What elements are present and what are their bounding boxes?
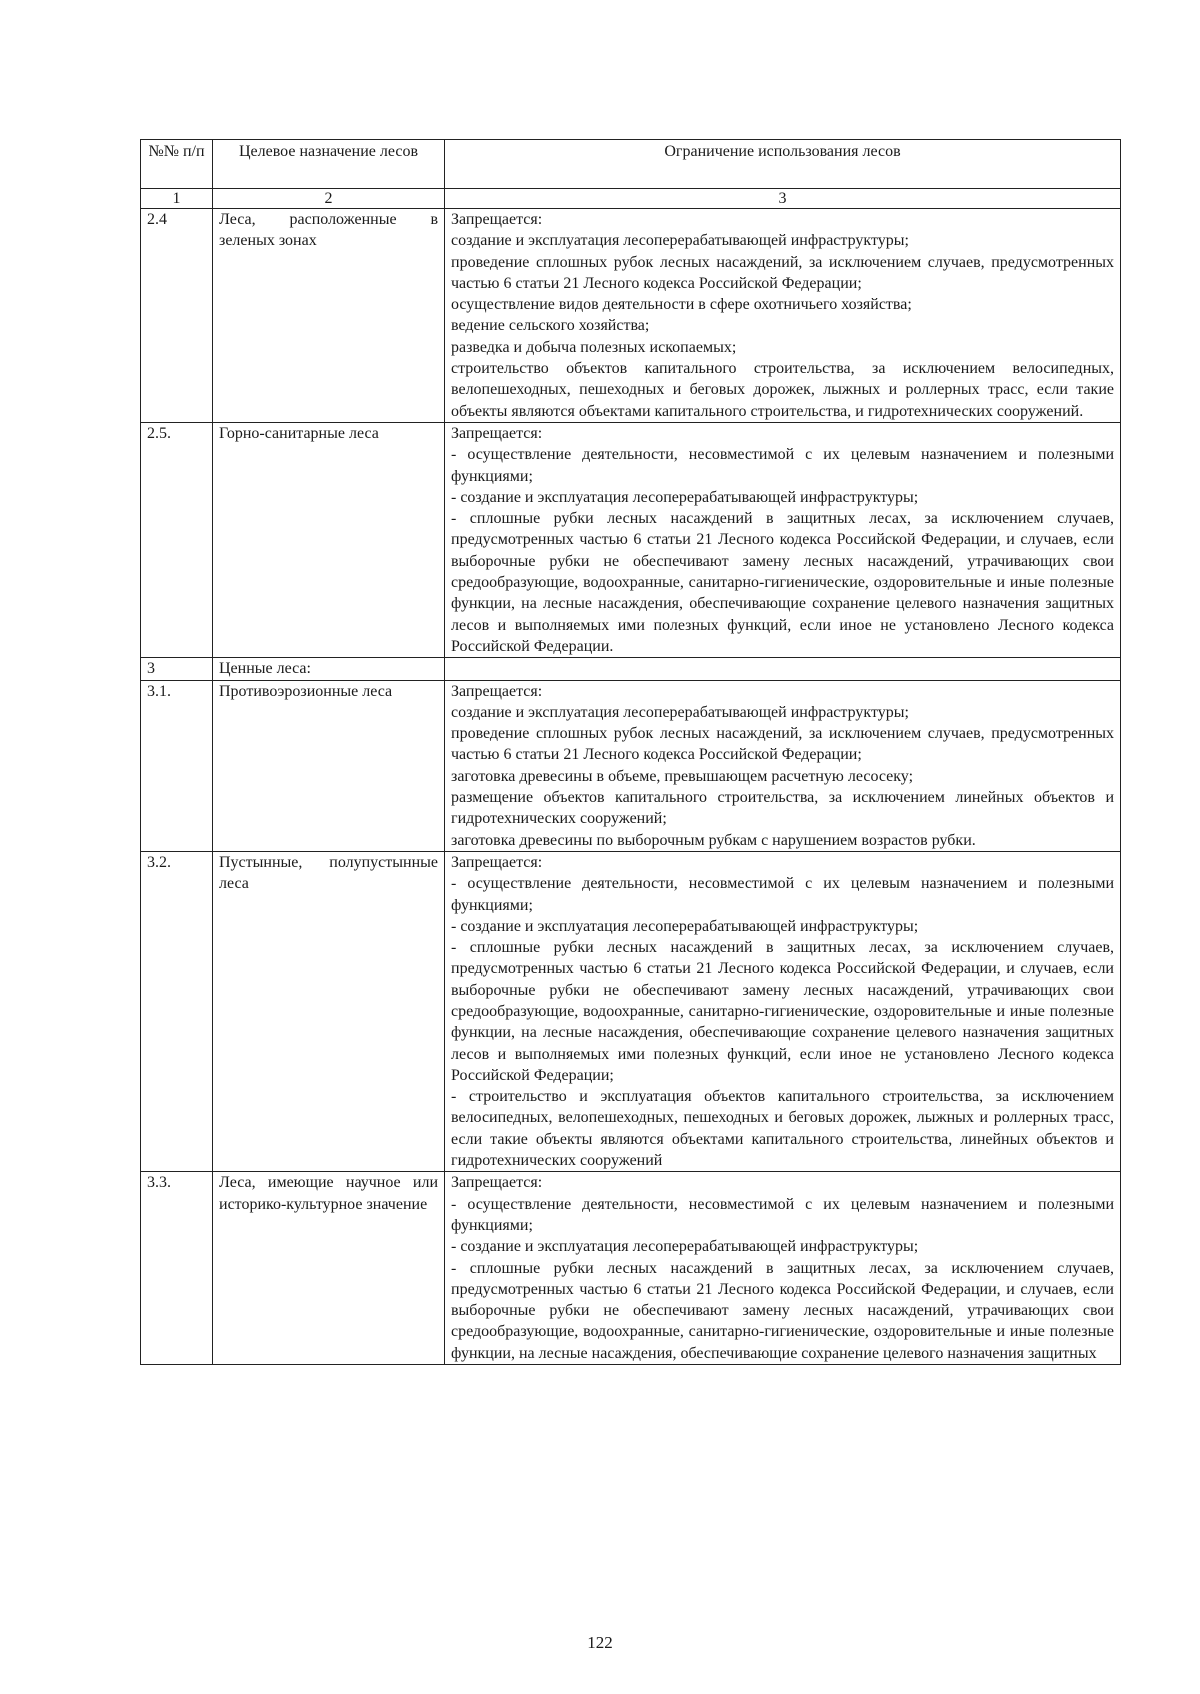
restriction-line: - сплошные рубки лесных насаждений в защитных лесах, за исключением случаев, предусмотренных частью 6 статьи 21 Лесного кодекса Российской Федерации, и случаев, если выборочные рубки не обеспечивают замену лесных насаждений, утрачивающих свои средообразующие, водоохранные, санитарно-гигиенические, оздоровительные и иные полезные функции, на лесные насаждения, обеспечивающие сохранение целевого назначения защитных лесов и выполняемых ими полезных функций, если иное не установлено Лесного кодекса Российской Федерации; bbox=[451, 939, 1114, 1084]
row-purpose: Пустынные, полупустынные леса bbox=[213, 851, 445, 1171]
restriction-line: - осуществление деятельности, несовместимой с их целевым назначением и полезными функциями; bbox=[451, 875, 1114, 914]
header-restriction: Ограничение использования лесов bbox=[445, 140, 1121, 189]
page-number: 122 bbox=[587, 1633, 613, 1652]
column-number: 3 bbox=[445, 189, 1121, 209]
table-row bbox=[141, 658, 1121, 680]
restriction-line: размещение объектов капитального строительства, за исключением линейных объектов и гидротехнических сооружений; bbox=[451, 789, 1114, 828]
header-purpose: Целевое назначение лесов bbox=[213, 140, 445, 189]
restriction-line: - сплошные рубки лесных насаждений в защитных лесах, за исключением случаев, предусмотренных частью 6 статьи 21 Лесного кодекса Российской Федерации, и случаев, если выборочные рубки не обеспечивают замену лесных насаждений, утрачивающих свои средообразующие, водоохранные, санитарно-гигиенические, оздоровительные и иные полезные функции, на лесные насаждения, обеспечивающие сохранение целевого назначения защитных лесов и выполняемых ими полезных функций, если иное не установлено Лесного кодекса Российской Федерации. bbox=[451, 510, 1114, 655]
restriction-line: - осуществление деятельности, несовместимой с их целевым назначением и полезными функциями; bbox=[451, 446, 1114, 485]
restriction-line: проведение сплошных рубок лесных насаждений, за исключением случаев, предусмотренных частью 6 статьи 21 Лесного кодекса Российской Федерации; bbox=[451, 725, 1114, 764]
column-number: 1 bbox=[141, 189, 213, 209]
table-row bbox=[141, 209, 1121, 423]
restriction-line: разведка и добыча полезных ископаемых; bbox=[451, 338, 737, 356]
restriction-line: - создание и эксплуатация лесоперерабатывающей инфраструктуры; bbox=[451, 1238, 919, 1256]
table-header-row bbox=[141, 140, 1121, 189]
forest-restrictions-table bbox=[140, 139, 1121, 1365]
restriction-line: Запрещается: bbox=[451, 1174, 543, 1192]
column-number: 2 bbox=[213, 189, 445, 209]
restriction-line: проведение сплошных рубок лесных насаждений, за исключением случаев, предусмотренных частью 6 статьи 21 Лесного кодекса Российской Федерации; bbox=[451, 253, 1114, 292]
row-restriction bbox=[445, 1172, 1121, 1365]
restriction-line: - сплошные рубки лесных насаждений в защитных лесах, за исключением случаев, предусмотренных частью 6 статьи 21 Лесного кодекса Российской Федерации, и случаев, если выборочные рубки не обеспечивают замену лесных насаждений, утрачивающих свои средообразующие, водоохранные, санитарно-гигиенические, оздоровительные и иные полезные функции, на лесные насаждения, обеспечивающие сохранение целевого назначения защитных bbox=[451, 1259, 1114, 1362]
restriction-line: - создание и эксплуатация лесоперерабатывающей инфраструктуры; bbox=[451, 488, 919, 506]
row-restriction bbox=[445, 658, 1121, 680]
row-number: 3.2. bbox=[141, 851, 213, 1171]
row-purpose: Леса, имеющие научное или историко-культурное значение bbox=[213, 1172, 445, 1365]
restriction-line: - осуществление деятельности, несовместимой с их целевым назначением и полезными функциями; bbox=[451, 1195, 1114, 1234]
row-purpose: Ценные леса: bbox=[213, 658, 445, 680]
restriction-line: Запрещается: bbox=[451, 853, 543, 871]
table-row bbox=[141, 422, 1121, 657]
row-purpose: Противоэрозионные леса bbox=[213, 680, 445, 851]
row-number: 3 bbox=[141, 658, 213, 680]
restriction-line: Запрещается: bbox=[451, 424, 543, 442]
row-restriction bbox=[445, 209, 1121, 423]
restriction-line: создание и эксплуатация лесоперерабатывающей инфраструктуры; bbox=[451, 703, 909, 721]
restriction-line: Запрещается: bbox=[451, 682, 543, 700]
restriction-line: заготовка древесины в объеме, превышающем расчетную лесосеку; bbox=[451, 767, 914, 785]
row-purpose: Горно-санитарные леса bbox=[213, 422, 445, 657]
restriction-line: создание и эксплуатация лесоперерабатывающей инфраструктуры; bbox=[451, 232, 909, 250]
restriction-line: Запрещается: bbox=[451, 211, 543, 228]
row-restriction bbox=[445, 680, 1121, 851]
restriction-line: - создание и эксплуатация лесоперерабатывающей инфраструктуры; bbox=[451, 917, 919, 935]
table-row bbox=[141, 680, 1121, 851]
row-restriction bbox=[445, 422, 1121, 657]
table-row bbox=[141, 851, 1121, 1171]
restriction-line: строительство объектов капитального строительства, за исключением велосипедных, велопешеходных, пешеходных и беговых дорожек, лыжных и роллерных трасс, если такие объекты являются объектами капитального строительства, и гидротехнических сооружений. bbox=[451, 360, 1114, 420]
row-number: 3.1. bbox=[141, 680, 213, 851]
row-number: 2.4 bbox=[141, 209, 213, 423]
header-num: №№ п/п bbox=[141, 140, 213, 189]
row-number: 3.3. bbox=[141, 1172, 213, 1365]
row-number: 2.5. bbox=[141, 422, 213, 657]
restriction-line: - строительство и эксплуатация объектов капитального строительства, за исключением велосипедных, велопешеходных, пешеходных и беговых дорожек, лыжных и роллерных трасс, если такие объекты являются объектами капитального строительства, линейных объектов и гидротехнических сооружений bbox=[451, 1088, 1114, 1170]
column-number-row bbox=[141, 189, 1121, 209]
row-purpose: Леса, расположенные в зеленых зонах bbox=[213, 209, 445, 423]
restriction-line: осуществление видов деятельности в сфере охотничьего хозяйства; bbox=[451, 296, 912, 314]
restriction-line: ведение сельского хозяйства; bbox=[451, 317, 650, 335]
table-row bbox=[141, 1172, 1121, 1365]
restriction-line: заготовка древесины по выборочным рубкам с нарушением возрастов рубки. bbox=[451, 831, 976, 849]
row-restriction bbox=[445, 851, 1121, 1171]
